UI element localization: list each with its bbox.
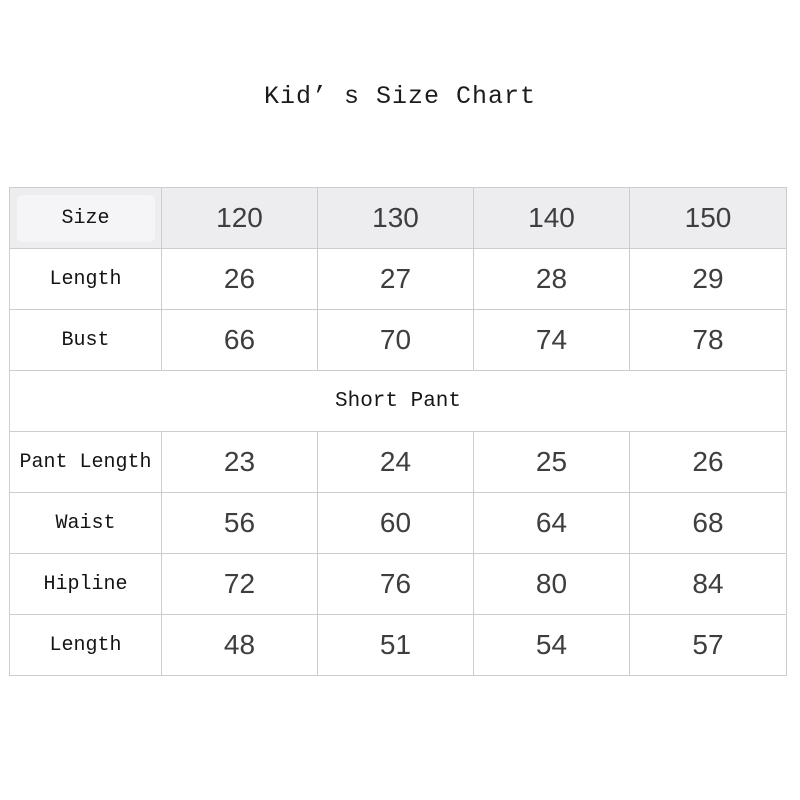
table-cell: 56 <box>162 493 318 554</box>
table-cell: 51 <box>318 615 474 676</box>
header-cell-size <box>10 188 162 249</box>
table-cell: 70 <box>318 310 474 371</box>
table-row-pant-length <box>10 432 787 493</box>
table-cell: 72 <box>162 554 318 615</box>
table-cell: 74 <box>474 310 630 371</box>
table-row-length-top <box>10 249 787 310</box>
header-cell-130: 130 <box>318 188 474 249</box>
page-title: Kid’ s Size Chart <box>263 82 537 111</box>
row-label: Waist <box>10 493 162 554</box>
header-cell-150: 150 <box>630 188 787 249</box>
table-cell: 24 <box>318 432 474 493</box>
table-cell: 54 <box>474 615 630 676</box>
table-cell: 80 <box>474 554 630 615</box>
table-cell: 26 <box>162 249 318 310</box>
row-label: Bust <box>10 310 162 371</box>
section-label-short-pant: Short Pant <box>10 371 787 432</box>
row-label: Hipline <box>10 554 162 615</box>
table-cell: 28 <box>474 249 630 310</box>
table-cell: 23 <box>162 432 318 493</box>
table-cell: 57 <box>630 615 787 676</box>
table-cell: 78 <box>630 310 787 371</box>
table-row-hipline <box>10 554 787 615</box>
header-cell-140: 140 <box>474 188 630 249</box>
table-section-row <box>10 371 787 432</box>
table-cell: 48 <box>162 615 318 676</box>
table-header-row <box>10 188 787 249</box>
size-header-pill: Size <box>17 195 155 242</box>
table-cell: 60 <box>318 493 474 554</box>
row-label: Length <box>10 249 162 310</box>
table-cell: 25 <box>474 432 630 493</box>
table-cell: 64 <box>474 493 630 554</box>
table-cell: 68 <box>630 493 787 554</box>
row-label: Length <box>10 615 162 676</box>
table-cell: 84 <box>630 554 787 615</box>
row-label: Pant Length <box>10 432 162 493</box>
table-cell: 27 <box>318 249 474 310</box>
table-row-waist <box>10 493 787 554</box>
table-row-bust <box>10 310 787 371</box>
table-cell: 26 <box>630 432 787 493</box>
table-cell: 76 <box>318 554 474 615</box>
header-cell-120: 120 <box>162 188 318 249</box>
size-chart-table <box>9 187 787 676</box>
table-row-length-bottom <box>10 615 787 676</box>
table-cell: 66 <box>162 310 318 371</box>
table-cell: 29 <box>630 249 787 310</box>
